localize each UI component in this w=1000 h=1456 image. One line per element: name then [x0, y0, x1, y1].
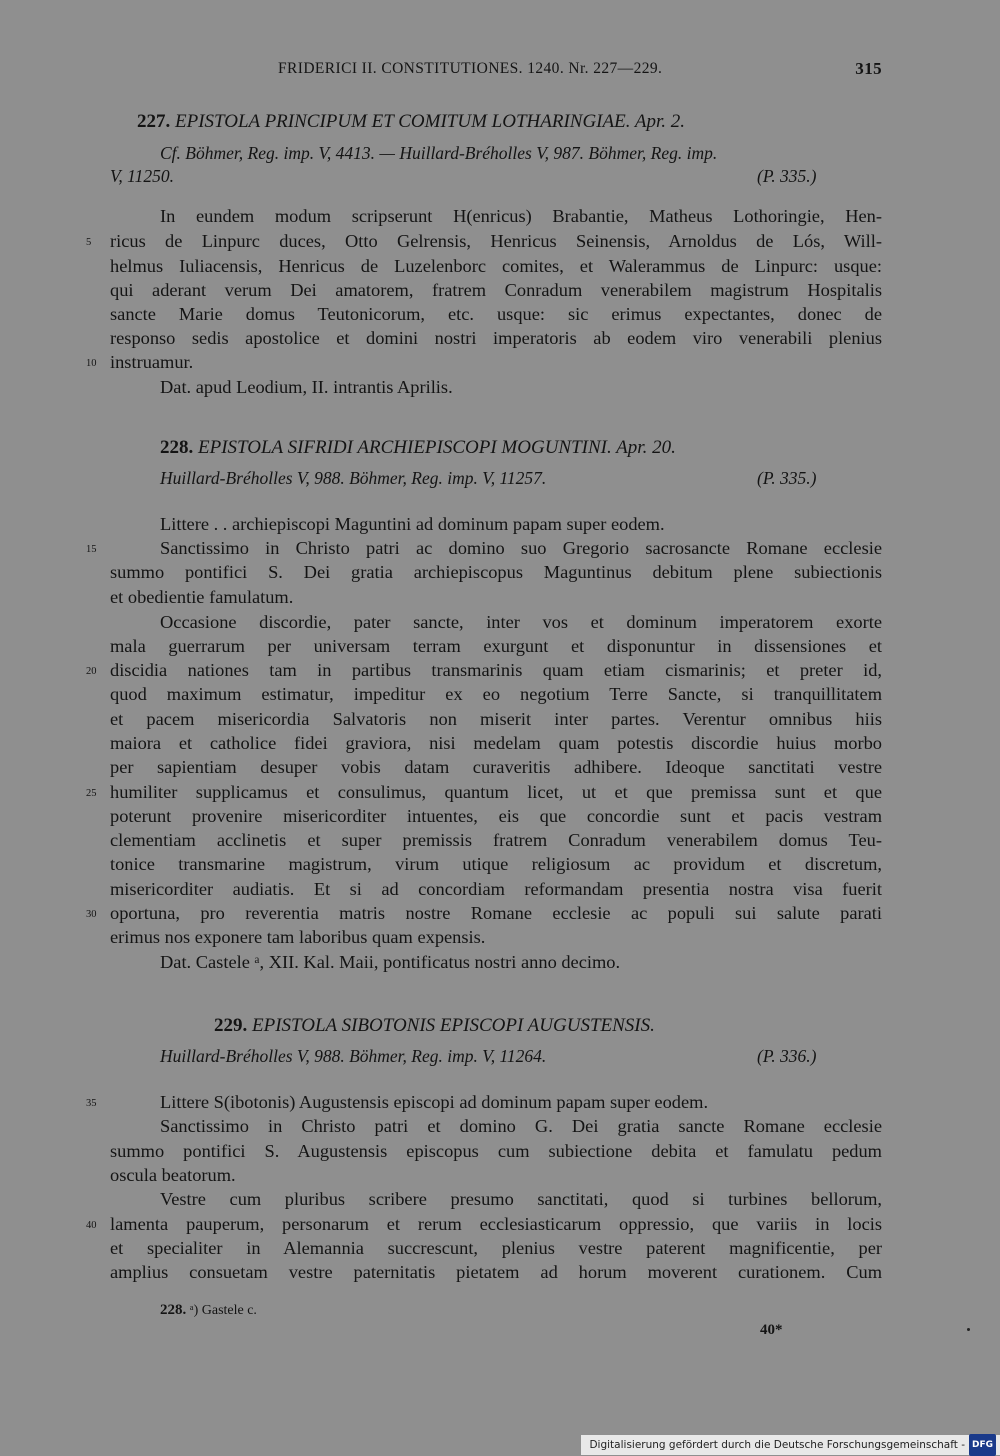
doc229-line: et specialiter in Alemannia succrescunt, plenius vestre paterent magnificentie, per — [110, 1238, 882, 1258]
doc227-line: sancte Marie domus Teutonicorum, etc. usque: sic erimus expectantes, donec de — [110, 304, 882, 324]
doc229-line: summo pontifici S. Augustensis episcopus cum subiectione debita et famulatu pedum — [110, 1141, 882, 1161]
margin-line-number: 15 — [86, 544, 97, 555]
dfg-logo-icon[interactable]: DFG — [969, 1434, 996, 1456]
doc227-line: ricus de Linpurc duces, Otto Gelrensis, Henricus Seinensis, Arnoldus de Lós, Will- — [110, 231, 882, 251]
doc227-ref-page: (P. 335.) — [757, 166, 817, 186]
doc227-line: responso sedis apostolice et domini nostri imperatoris ab eodem viro venerabili plenius — [110, 328, 882, 348]
doc228-line: Dat. Castele ᵃ, XII. Kal. Maii, pontificatus nostri anno decimo. — [160, 952, 621, 972]
doc229-ref-line1: Huillard-Bréholles V, 988. Böhmer, Reg. imp. V, 11264. — [160, 1046, 547, 1066]
doc228-line: oportuna, pro reverentia matris nostre Romane ecclesie ac populi sui salute parati — [110, 903, 882, 923]
page-number: 315 — [855, 59, 882, 78]
doc228-line: per sapientiam desuper vobis datam curaveritis adhibere. Ideoque sanctitati vestre — [110, 757, 882, 777]
funding-bar — [581, 1435, 1000, 1455]
doc229-line: oscula beatorum. — [110, 1165, 236, 1185]
doc227-number: 227. — [137, 111, 171, 132]
doc229-ref-page: (P. 336.) — [757, 1046, 817, 1066]
margin-line-number: 30 — [86, 909, 97, 920]
running-head-title: FRIDERICI II. CONSTITUTIONES. 1240. Nr. 227—229. — [278, 60, 663, 77]
doc228-line: Littere . . archiepiscopi Maguntini ad dominum papam super eodem. — [160, 514, 665, 534]
doc228-line: quod maximum estimatur, impeditur ex eo negotium Terre Sancte, si tranquillitatem — [110, 684, 882, 704]
footnote — [160, 1302, 257, 1319]
doc229-line: lamenta pauperum, personarum et rerum ecclesiasticarum oppressio, que variis in locis — [110, 1214, 882, 1234]
doc228-line: summo pontifici S. Dei gratia archiepiscopus Maguntinus debitum plene subiectionis — [110, 562, 882, 582]
doc228-ref-page: (P. 335.) — [757, 468, 817, 488]
doc227-line: qui aderant verum Dei amatorem, fratrem Conradum venerabilem magistrum Hospitalis — [110, 280, 882, 300]
doc227-line: instruamur. — [110, 352, 194, 372]
doc228-ref-line1: Huillard-Bréholles V, 988. Böhmer, Reg. imp. V, 11257. — [160, 468, 547, 488]
doc227-title: EPISTOLA PRINCIPUM ET COMITUM LOTHARINGIAE. — [175, 111, 631, 132]
doc228-line: erimus nos exponere tam laboribus quam expensis. — [110, 927, 486, 947]
margin-line-number: 35 — [86, 1098, 97, 1109]
doc228-line: mala guerrarum per universam terram exurgunt et disponuntur in dissensiones et — [110, 636, 882, 656]
speck-mark — [967, 1328, 970, 1331]
doc228-line: misericorditer audiatis. Et si ad concordiam reformandam presentia nostra visa fuerit — [110, 879, 882, 899]
doc227-heading — [137, 111, 685, 133]
doc229-line: Sanctissimo in Christo patri et domino G. Dei gratia sancte Romane ecclesie — [160, 1116, 882, 1136]
doc228-line: tonice transmarine magistrum, virum utique religiosum ac providum et discretum, — [110, 854, 882, 874]
doc228-line: Occasione discordie, pater sancte, inter vos et dominum imperatorem exorte — [160, 612, 882, 632]
doc227-ref-line1: Cf. Böhmer, Reg. imp. V, 4413. — Huillard-Bréholles V, 987. Böhmer, Reg. imp. — [160, 143, 718, 163]
footnote-number: 228. — [160, 1302, 187, 1318]
doc227-line: helmus Iuliacensis, Henricus de Luzelenborc comites, et Walerammus de Linpurc: usque: — [110, 256, 882, 276]
doc227-ref-line2: V, 11250. — [110, 166, 175, 186]
doc229-line: amplius consuetam vestre paternitatis pietatem ad horum moverent curationem. Cum — [110, 1262, 882, 1282]
doc229-line: Vestre cum pluribus scribere presumo sanctitati, quod si turbines bellorum, — [160, 1189, 882, 1209]
margin-line-number: 25 — [86, 788, 97, 799]
doc228-line: et obedientie famulatum. — [110, 587, 294, 607]
doc227-line: In eundem modum scripserunt H(enricus) Brabantie, Matheus Lothoringie, Hen- — [160, 206, 882, 226]
margin-line-number: 20 — [86, 666, 97, 677]
doc229-number: 229. — [214, 1015, 248, 1036]
doc228-line: et pacem misericordia Salvatoris non miserit inter partes. Verentur omnibus hiis — [110, 709, 882, 729]
doc228-date: Apr. 20. — [616, 437, 676, 458]
margin-line-number: 40 — [86, 1220, 97, 1231]
doc228-line: clementiam acclinetis et super premissis fratrem Conradum venerabilem domus Teu- — [110, 830, 882, 850]
doc228-line: discidia nationes tam in partibus transmarinis quam etiam cismarinis; et preter id, — [110, 660, 882, 680]
funding-text: Digitalisierung gefördert durch die Deutsche Forschungsgemeinschaft - — [589, 1439, 965, 1451]
doc228-number: 228. — [160, 437, 194, 458]
doc228-line: poterunt provenire misericorditer intuentes, eis que concordie sunt et pacis vestram — [110, 806, 882, 826]
doc227-date: Apr. 2. — [634, 111, 686, 132]
doc229-heading — [214, 1015, 655, 1037]
doc229-title: EPISTOLA SIBOTONIS EPISCOPI AUGUSTENSIS. — [252, 1015, 655, 1036]
doc229-line: Littere S(ibotonis) Augustensis episcopi ad dominum papam super eodem. — [160, 1092, 709, 1112]
signature-mark: 40* — [760, 1322, 783, 1338]
margin-line-number: 5 — [86, 237, 92, 248]
footnote-text: ᵃ) Gastele c. — [189, 1303, 257, 1318]
doc228-title: EPISTOLA SIFRIDI ARCHIEPISCOPI MOGUNTINI. — [198, 437, 612, 458]
doc228-line: maiora et catholice fidei graviora, nisi medelam quam potestis discordie huius morbo — [110, 733, 882, 753]
doc228-line: Sanctissimo in Christo patri ac domino suo Gregorio sacrosancte Romane ecclesie — [160, 538, 882, 558]
doc227-line: Dat. apud Leodium, II. intrantis Aprilis. — [160, 377, 453, 397]
doc228-line: humiliter supplicamus et consulimus, quantum licet, ut et que premissa sunt et que — [110, 782, 882, 802]
doc228-heading — [160, 437, 676, 459]
margin-line-number: 10 — [86, 358, 97, 369]
